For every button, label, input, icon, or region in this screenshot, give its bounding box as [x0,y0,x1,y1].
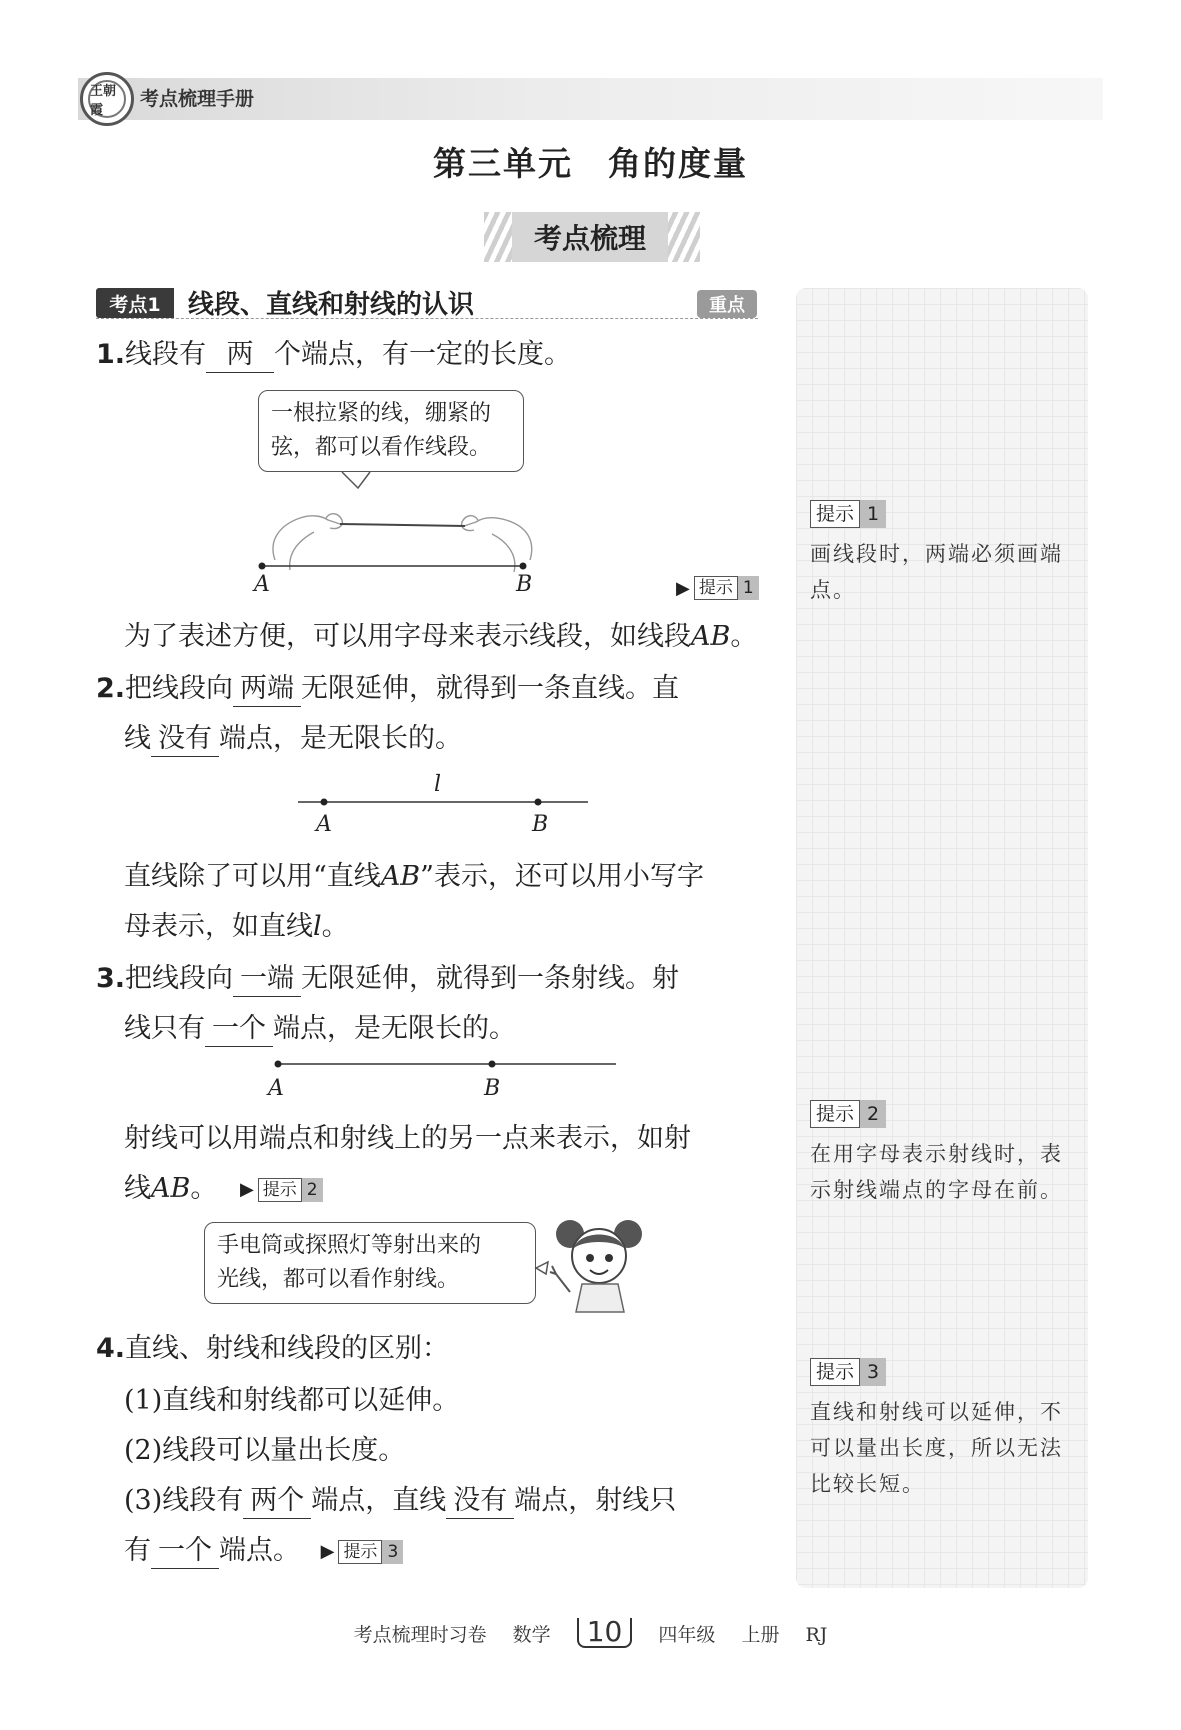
answer-blank: 两个 [243,1484,311,1519]
text: 有 [124,1535,151,1566]
tip-ref-num: 3 [382,1540,403,1564]
var: AB [691,621,731,652]
tip-key: 提示 [810,1358,860,1386]
footer-subject: 数学 [512,1624,551,1646]
answer-blank: 一端 [233,962,301,997]
ray-illustration [270,1054,620,1078]
kaodian-divider [96,318,758,319]
text: 线段有 [125,339,207,370]
line-label-l: l [434,772,442,797]
sidebar-tip-2-label [810,1100,886,1128]
text: 线 [124,1173,151,1204]
section-banner [484,212,696,262]
item-4-title [96,1332,449,1366]
publisher-logo [80,72,134,126]
item-2-line-2 [124,722,462,757]
item-2-note-2 [124,910,349,944]
item-number: 1. [96,339,126,370]
item-number: 3. [96,963,126,994]
text: 端点，直线 [311,1485,447,1516]
tip-ref-3 [321,1535,404,1569]
footer-grade: 四年级 [658,1624,716,1646]
item-1-line [96,338,571,373]
label-b: B [484,1076,501,1101]
sidebar-tip-2-text: 在用字母表示射线时，表示射线端点的字母在前。 [810,1142,1063,1202]
text: 无限延伸，就得到一条直线。直 [301,673,680,704]
tip-ref-num: 2 [302,1178,323,1202]
speech-bubble-segment [258,390,524,472]
text: 端点。 [219,1535,300,1566]
tip-num: 2 [860,1100,886,1128]
label-b: B [532,812,549,837]
point-b-dot [535,799,542,806]
arrow-right-icon: ▶ [676,577,690,599]
bubble-line: 手电筒或探照灯等射出来的 [217,1233,482,1258]
tip-ref-1 [676,576,759,600]
tip-ref-key: 提示 [694,576,738,600]
item-number: 2. [96,673,126,704]
bubble-tail [342,472,370,488]
tip-num: 3 [860,1358,886,1386]
tip-ref-key: 提示 [258,1178,302,1202]
unit-title: 第三单元 角的度量 [433,144,748,183]
tip-ref-2 [240,1173,323,1207]
page-footer [0,1615,1181,1648]
item-4-sub-3 [124,1484,676,1519]
label-a: A [254,572,270,597]
tip-num: 1 [860,500,886,528]
text: 直线、射线和线段的区别： [125,1333,450,1364]
text: 线只有 [124,1013,205,1044]
answer-blank: 一个 [151,1534,219,1569]
item-3-note-1: 射线可以用端点和射线上的另一点来表示，如射 [124,1123,691,1154]
point-a-dot [321,799,328,806]
text: 把线段向 [125,963,234,994]
text: (3)线段有 [124,1485,244,1516]
point-a-dot [275,1061,282,1068]
text: 个端点，有一定的长度。 [274,339,572,370]
kaodian-badge: 考点1 [96,288,174,318]
item-4-sub-3-cont [124,1534,403,1569]
var: AB [380,861,421,892]
text: 。 [321,911,349,942]
tip-key: 提示 [810,1100,860,1128]
var: AB [151,1173,191,1204]
text: 母表示，如直线 [124,911,313,942]
text: 端点，射线只 [514,1485,677,1516]
tip-ref-key: 提示 [338,1540,382,1564]
item-3-line-1 [96,962,679,997]
item-3-line-2 [124,1012,516,1047]
text: 端点，是无限长的。 [219,723,462,754]
item-3-note-2 [124,1172,323,1207]
answer-blank: 没有 [446,1484,514,1519]
point-b-dot [489,1061,496,1068]
section-banner-label: 考点梳理 [512,212,668,262]
item-2-note-1 [124,860,704,894]
point-b-dot [520,563,527,570]
hands-icon [273,514,532,572]
text: 无限延伸，就得到一条射线。射 [301,963,680,994]
text: 把线段向 [125,673,234,704]
text: 直线除了可以用“直线 [124,861,381,892]
text: 。 [730,621,758,652]
bubble-line: 一根拉紧的线，绷紧的 [271,401,492,426]
tip-ref-num: 1 [738,576,759,600]
sidebar-tip-3-label [810,1358,886,1386]
label-a: A [316,812,332,837]
footer-series: 考点梳理时习卷 [353,1624,487,1646]
item-1-note [124,620,757,654]
handbook-title: 考点梳理手册 [140,88,255,110]
speech-bubble-ray [204,1222,536,1304]
arrow-right-icon: ▶ [239,1178,254,1200]
sidebar-tip-3-text: 直线和射线可以延伸，不可以量出长度，所以无法比较长短。 [810,1400,1063,1496]
key-point-tag: 重点 [697,290,757,318]
item-4-sub-2: (2)线段可以量出长度。 [124,1435,406,1466]
logo-text: 王朝霞 [88,80,126,118]
line-illustration [296,790,596,820]
bubble-line: 光线，都可以看作射线。 [217,1267,460,1292]
sidebar-tip-1-label [810,500,886,528]
footer-volume: 上册 [741,1624,780,1646]
page-number: 10 [577,1618,633,1648]
label-a: A [268,1076,284,1101]
text: 端点，是无限长的。 [273,1013,516,1044]
var: l [313,911,322,942]
text: ”表示，还可以用小写字 [420,861,704,892]
segment-illustration [230,470,590,600]
taut-string [340,524,465,526]
tips-sidebar [796,288,1088,1588]
text: 为了表述方便，可以用字母来表示线段，如线段 [124,621,691,652]
sidebar-tip-1-text: 画线段时，两端必须画端点。 [810,542,1063,602]
answer-blank: 没有 [151,722,219,757]
answer-blank: 一个 [205,1012,273,1047]
kaodian-title: 线段、直线和射线的认识 [188,290,475,320]
point-a-dot [259,563,266,570]
answer-blank: 两 [206,338,274,373]
label-b: B [516,572,533,597]
tip-key: 提示 [810,500,860,528]
arrow-right-icon: ▶ [320,1540,335,1562]
item-number: 4. [96,1333,126,1364]
answer-blank: 两端 [233,672,301,707]
footer-edition: RJ [805,1624,828,1646]
text: 线 [124,723,151,754]
text: 。 [190,1173,218,1204]
girl-character-icon [534,1212,654,1316]
item-4-sub-1: (1)直线和射线都可以延伸。 [124,1385,460,1416]
bubble-line: 弦，都可以看作线段。 [271,435,492,460]
item-2-line-1 [96,672,679,707]
